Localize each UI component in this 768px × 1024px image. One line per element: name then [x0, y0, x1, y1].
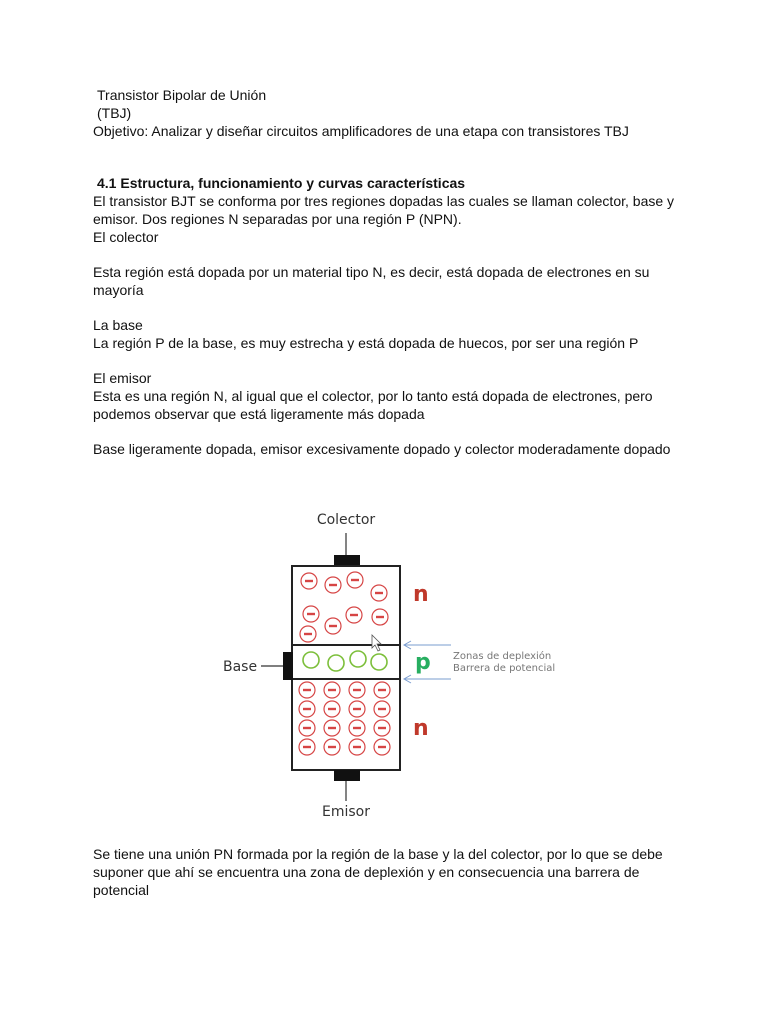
electron-charge-mark [350, 614, 358, 616]
electron-charge-mark [304, 633, 312, 635]
hole-icon [303, 652, 319, 668]
electron-charge-mark [303, 708, 311, 710]
electron-charge-mark [329, 584, 337, 586]
title-line-2: (TBJ) [97, 105, 132, 121]
electron-charge-mark [376, 616, 384, 618]
electron-charge-mark [351, 579, 359, 581]
hole-icon [371, 654, 387, 670]
collector-label: Colector [316, 512, 376, 528]
electron-charge-mark [378, 689, 386, 691]
potential-barrier-annotation: Barrera de potencial [453, 663, 556, 674]
electron-charge-mark [378, 708, 386, 710]
base-paragraph: La región P de la base, es muy estrecha y está dopada de huecos, por ser una región P [93, 335, 639, 351]
electron-charge-mark [328, 689, 336, 691]
hole-icon [350, 651, 366, 667]
summary-paragraph: Base ligeramente dopada, emisor excesivamente dopado y colector moderadamente dopado [93, 441, 671, 457]
collector-paragraph: Esta región está dopada por un material tipo N, es decir, está dopada de electrones en su mayoría [93, 264, 650, 298]
electron-charge-mark [378, 727, 386, 729]
electron-charge-mark [353, 689, 361, 691]
electron-charge-mark [303, 727, 311, 729]
base-title: La base [93, 317, 143, 333]
electron-charge-mark [305, 580, 313, 582]
npn-transistor-diagram [215, 505, 575, 825]
electron-charge-mark [307, 613, 315, 615]
electron-charge-mark [328, 746, 336, 748]
n-region-bottom-label: n [413, 716, 429, 741]
intro-paragraph: El transistor BJT se conforma por tres regiones dopadas las cuales se llaman colector, base y emisor. Dos regiones N separadas por una región P (NPN). [93, 193, 675, 227]
collector-terminal [334, 555, 360, 566]
depletion-zone-annotation: Zonas de deplexión [453, 651, 552, 662]
electron-charge-mark [378, 746, 386, 748]
electron-charge-mark [328, 708, 336, 710]
collector-title: El colector [93, 229, 159, 245]
emitter-terminal [334, 770, 360, 781]
hole-icon [328, 655, 344, 671]
electron-charge-mark [303, 689, 311, 691]
section-heading: 4.1 Estructura, funcionamiento y curvas características [97, 175, 466, 191]
emitter-label: Emisor [322, 804, 370, 820]
emitter-paragraph: Esta es una región N, al igual que el colector, por lo tanto está dopada de electrones, pero podemos observar que está ligeramente más dopada [93, 388, 653, 422]
document-body [93, 86, 693, 458]
closing-section [93, 845, 693, 899]
electron-charge-mark [353, 727, 361, 729]
emitter-title: El emisor [93, 370, 152, 386]
electron-charge-mark [303, 746, 311, 748]
title-line-1: Transistor Bipolar de Unión [97, 87, 267, 103]
electron-charge-mark [328, 727, 336, 729]
base-label: Base [223, 659, 258, 675]
electron-charge-mark [353, 746, 361, 748]
electron-charge-mark [353, 708, 361, 710]
n-region-top-label: n [413, 582, 429, 607]
closing-paragraph: Se tiene una unión PN formada por la región de la base y la del colector, por lo que se debe suponer que ahí se encuentra una zona de deplexión y en consecuencia una barrera de potencial [93, 846, 663, 898]
base-terminal [283, 652, 293, 680]
p-region-label: p [415, 650, 431, 675]
objective: Objetivo: Analizar y diseñar circuitos amplificadores de una etapa con transistores TBJ [93, 123, 629, 139]
electron-charge-mark [375, 592, 383, 594]
electron-charge-mark [329, 625, 337, 627]
